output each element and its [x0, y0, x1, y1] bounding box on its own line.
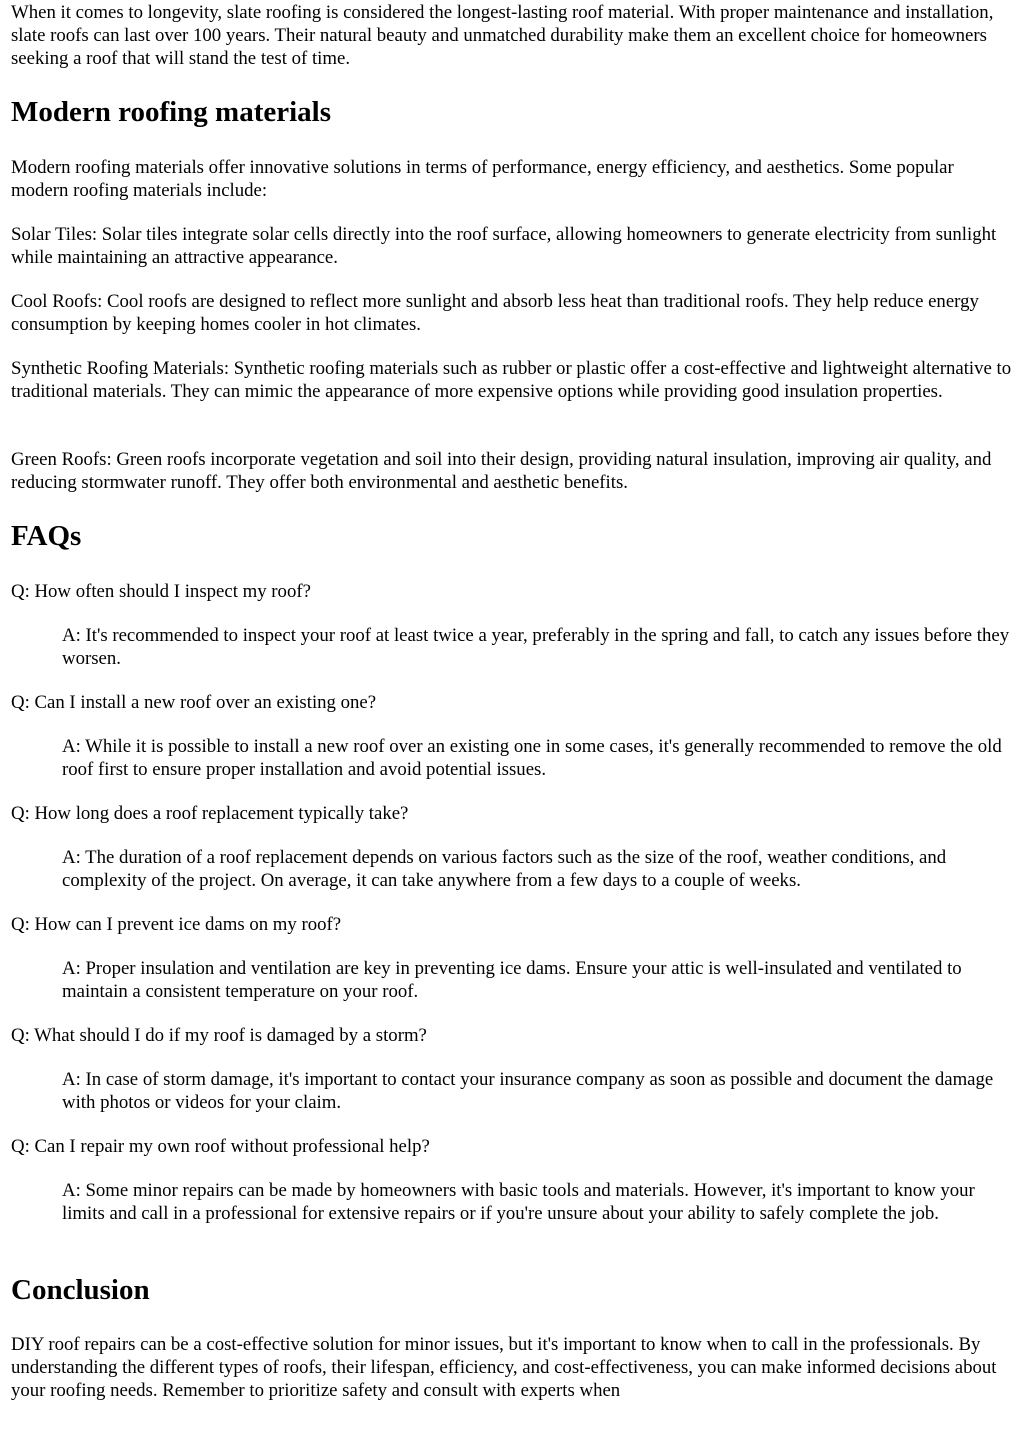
- intro-paragraph: When it comes to longevity, slate roofing is considered the longest-lasting roof material. With proper maintenance and installation, slate roofs can last over 100 years. Their natural beauty and unmatched durability make them an excellent choice for homeowners seeking a roof that will stand the test of time.: [11, 2, 994, 69]
- faqs-heading: FAQs: [11, 520, 82, 552]
- faq-answer: A: While it is possible to install a new roof over an existing one in some cases, it's generally recommended to remove the old roof first to ensure proper installation and avoid potential issues.: [62, 736, 1002, 780]
- conclusion-paragraph: DIY roof repairs can be a cost-effective solution for minor issues, but it's important to know when to call in the professionals. By understanding the different types of roofs, their lifespan, efficiency, and cost-effectiveness, you can make informed decisions about your roofing needs. Remember to prioritize safety and consult with experts when: [11, 1334, 997, 1401]
- faq-question: Q: How often should I inspect my roof?: [11, 581, 311, 602]
- faq-answer: A: Some minor repairs can be made by homeowners with basic tools and materials. However, it's important to know your limits and call in a professional for extensive repairs or if you're unsure about your ability to safely complete the job.: [62, 1180, 975, 1224]
- faq-answer: A: In case of storm damage, it's important to contact your insurance company as soon as possible and document the damage with photos or videos for your claim.: [62, 1069, 994, 1113]
- modern-materials-intro: Modern roofing materials offer innovative solutions in terms of performance, energy efficiency, and aesthetics. Some popular modern roofing materials include:: [11, 157, 954, 201]
- modern-material-item: Cool Roofs: Cool roofs are designed to reflect more sunlight and absorb less heat than traditional roofs. They help reduce energy consumption by keeping homes cooler in hot climates.: [11, 291, 979, 335]
- modern-material-item: Synthetic Roofing Materials: Synthetic roofing materials such as rubber or plastic offer a cost-effective and lightweight alternative to traditional materials. They can mimic the appearance of more expensive options while providing good insulation properties.: [11, 358, 1012, 402]
- modern-material-item: Solar Tiles: Solar tiles integrate solar cells directly into the roof surface, allowing homeowners to generate electricity from sunlight while maintaining an attractive appearance.: [11, 224, 997, 268]
- faq-answer: A: Proper insulation and ventilation are key in preventing ice dams. Ensure your attic is well-insulated and ventilated to maintain a consistent temperature on your roof.: [62, 958, 962, 1002]
- faq-question: Q: Can I repair my own roof without professional help?: [11, 1136, 430, 1157]
- modern-materials-heading: Modern roofing materials: [11, 96, 332, 128]
- faq-question: Q: What should I do if my roof is damaged by a storm?: [11, 1025, 427, 1046]
- faq-question: Q: How can I prevent ice dams on my roof?: [11, 914, 342, 935]
- faq-question: Q: How long does a roof replacement typically take?: [11, 803, 409, 824]
- modern-material-item: Green Roofs: Green roofs incorporate vegetation and soil into their design, providing natural insulation, improving air quality, and reducing stormwater runoff. They offer both environmental and aesthetic benefits.: [11, 449, 992, 493]
- faq-answer: A: It's recommended to inspect your roof at least twice a year, preferably in the spring and fall, to catch any issues before they worsen.: [62, 625, 1010, 669]
- faq-answer: A: The duration of a roof replacement depends on various factors such as the size of the roof, weather conditions, and complexity of the project. On average, it can take anywhere from a few days to a couple of weeks.: [62, 847, 947, 891]
- conclusion-heading: Conclusion: [11, 1274, 150, 1306]
- faq-question: Q: Can I install a new roof over an existing one?: [11, 692, 377, 713]
